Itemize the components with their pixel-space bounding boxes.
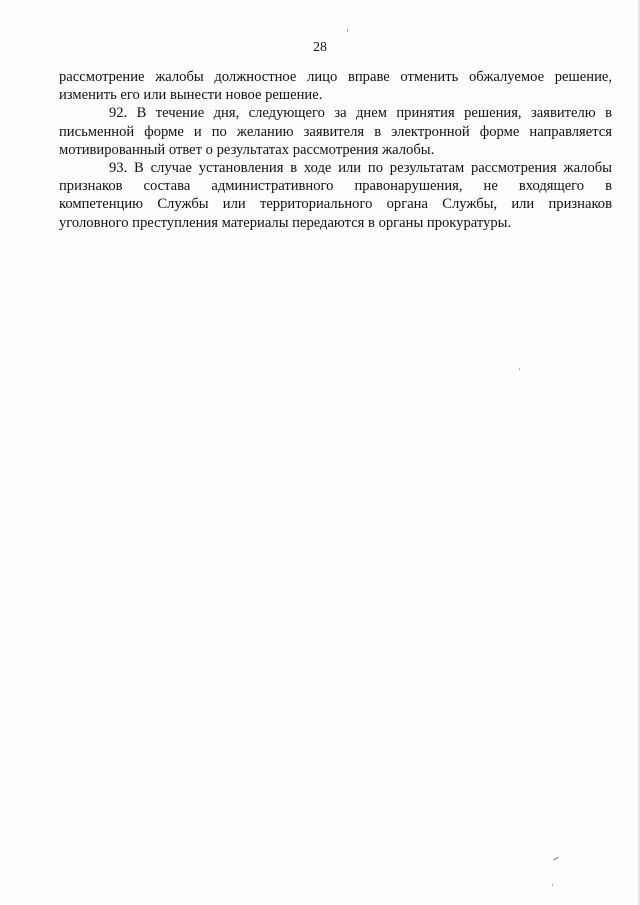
page-number: 28 bbox=[313, 40, 327, 55]
paragraph-92 bbox=[59, 104, 612, 159]
paragraph-line: мотивированный ответ о результатах рассмотрения жалобы. bbox=[59, 141, 435, 158]
paragraph-93 bbox=[59, 159, 612, 232]
document-body bbox=[59, 68, 612, 232]
paragraph-line: 93. В случае установления в ходе или по результатам рассмотрения жалобы bbox=[109, 159, 612, 176]
paragraph-line: признаков состава административного правонарушения, не входящего в bbox=[59, 178, 612, 195]
paragraph-line: 92. В течение дня, следующего за днем принятия решения, заявителю в bbox=[109, 105, 612, 122]
paragraph-line: письменной форме и по желанию заявителя в электронной форме направляется bbox=[59, 123, 612, 140]
paragraph-line: уголовного преступления материалы передаются в органы прокуратуры. bbox=[59, 214, 512, 231]
scan-speck bbox=[552, 884, 553, 886]
paragraph-line: компетенцию Службы или территориального органа Службы, или признаков bbox=[59, 196, 612, 213]
paragraph-continuation bbox=[59, 68, 612, 104]
paragraph-line: рассмотрение жалобы должностное лицо вправе отменить обжалуемое решение, bbox=[59, 69, 612, 85]
paragraph-line: изменить его или вынести новое решение. bbox=[59, 87, 323, 104]
scan-speck bbox=[347, 29, 348, 32]
scan-speck bbox=[519, 368, 520, 370]
scan-speck bbox=[553, 856, 558, 860]
